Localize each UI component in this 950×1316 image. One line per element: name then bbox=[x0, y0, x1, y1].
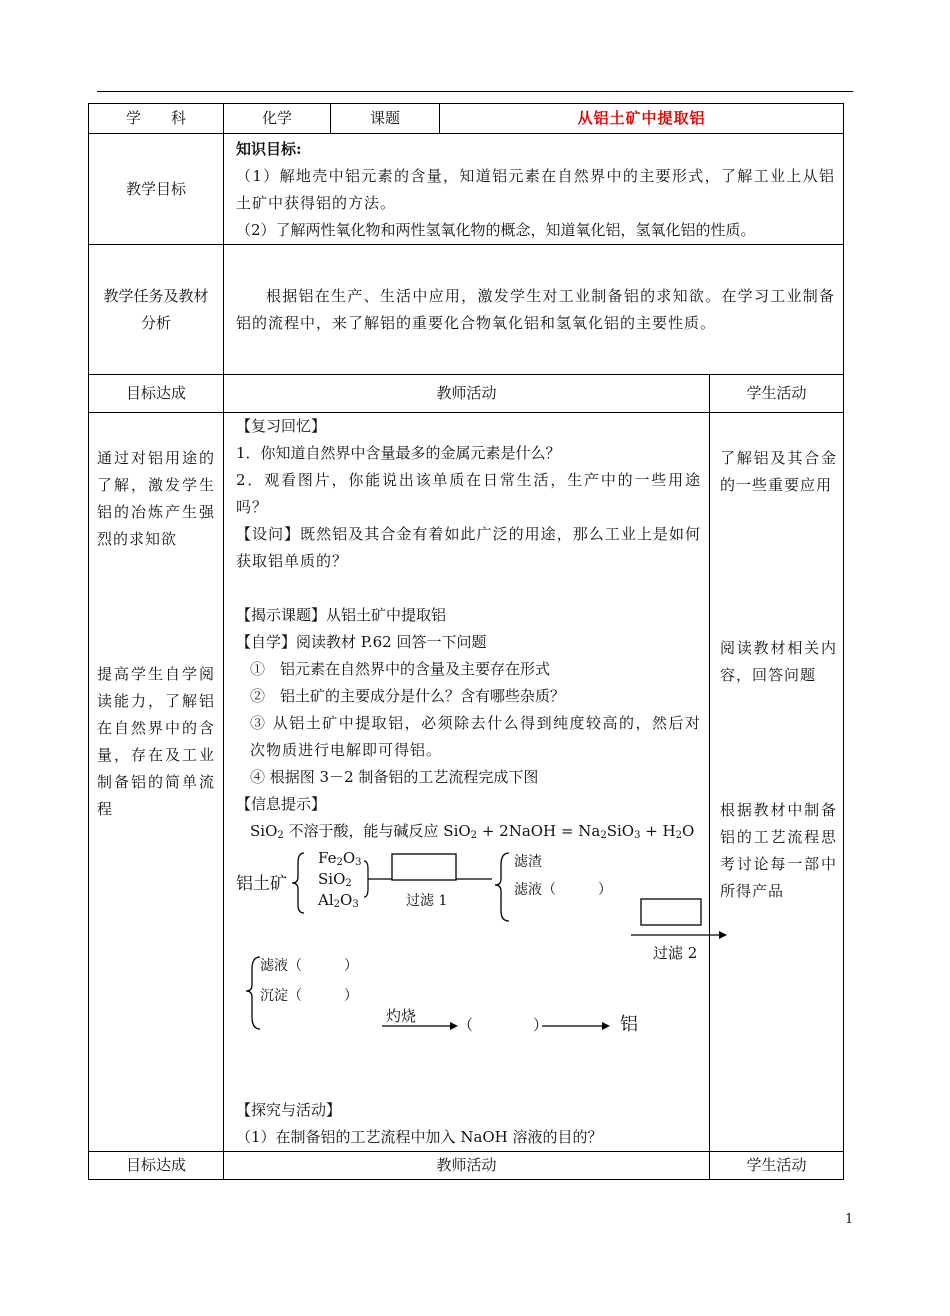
filtrate-label: 滤液（ ） bbox=[514, 882, 612, 898]
explore-question-1: （1）在制备铝的工艺流程中加入 NaOH 溶液的目的？ bbox=[236, 1128, 603, 1146]
filter2-label: 过滤 2 bbox=[653, 944, 698, 962]
header-rule bbox=[97, 91, 853, 92]
footer-teacher: 教师活动 bbox=[224, 1152, 710, 1180]
set-question: 【设问】既然铝及其合金有着如此广泛的用途，那么工业上是如何获取铝单质的？ bbox=[236, 525, 701, 570]
study-item-1: ① 铝元素在自然界中的含量及主要存在形式 bbox=[250, 660, 551, 678]
footer-row bbox=[89, 1152, 844, 1180]
student-activity-3: 根据教材中制备铝的工艺流程思考讨论每一部中所得产品 bbox=[720, 801, 838, 900]
goal-text-1: 通过对铝用途的了解，激发学生铝的冶炼产生强烈的求知欲 bbox=[97, 449, 215, 548]
aluminum-label: 铝 bbox=[620, 1014, 638, 1035]
footer-student: 学生活动 bbox=[710, 1152, 844, 1180]
goal-text-2: 提高学生自学阅读能力，了解铝在自然界中的含量，存在及工业制备铝的简单流程 bbox=[97, 665, 215, 818]
goals-line2: （2）了解两性氧化物和两性氢氧化物的概念，知道氧化铝，氢氧化铝的性质。 bbox=[236, 221, 756, 239]
info-text: SiO2 不溶于酸，能与碱反应 SiO2 + 2NaOH = Na2SiO3 + H2O bbox=[250, 822, 695, 841]
col-student: 学生活动 bbox=[710, 375, 844, 413]
study-item-4: ④ 根据图 3－2 制备铝的工艺流程完成下图 bbox=[250, 768, 539, 786]
study-item-3: ③ 从铝土矿中提取铝，必须除去什么得到纯度较高的，然后对次物质进行电解即可得铝。 bbox=[250, 714, 701, 759]
header-row bbox=[89, 104, 844, 134]
subject-label: 学 科 bbox=[89, 104, 224, 134]
filtrate2-label: 滤液（ ） bbox=[260, 958, 358, 974]
burn-label: 灼烧 bbox=[386, 1007, 417, 1025]
page-number: 1 bbox=[845, 1212, 854, 1227]
goals-label: 教学目标 bbox=[89, 134, 224, 245]
subject-value: 化学 bbox=[224, 104, 331, 134]
student-activity-2: 阅读教材相关内容，回答问题 bbox=[720, 639, 838, 684]
fe2o3-label: Fe2O3 bbox=[318, 849, 362, 868]
precipitate-label: 沉淀（ ） bbox=[260, 988, 358, 1004]
reveal-topic: 【揭示课题】从铝土矿中提取铝 bbox=[236, 606, 447, 624]
process-flow-diagram bbox=[236, 849, 701, 1097]
goals-line1: （1）解地壳中铝元素的含量，知道铝元素在自然界中的主要形式，了解工业上从铝土矿中获得铝的方法。 bbox=[236, 167, 836, 212]
col-teacher: 教师活动 bbox=[224, 375, 710, 413]
topic-label: 课题 bbox=[331, 104, 440, 134]
student-activity-1: 了解铝及其合金的一些重要应用 bbox=[720, 449, 838, 494]
lesson-plan-table bbox=[88, 103, 844, 1180]
filter1-label: 过滤 1 bbox=[406, 893, 448, 909]
burn-arrow-icon bbox=[382, 1017, 462, 1035]
review-heading: 【复习回忆】 bbox=[236, 417, 327, 435]
al2o3-label: Al2O3 bbox=[318, 891, 359, 910]
ore-label: 铝土矿 bbox=[236, 874, 287, 894]
filter2-diagram bbox=[631, 893, 729, 943]
goals-heading: 知识目标: bbox=[236, 140, 302, 158]
goals-row bbox=[89, 134, 844, 245]
question-1: 1．你知道自然界中含量最多的金属元素是什么？ bbox=[236, 444, 561, 462]
study-item-2: ② 铝土矿的主要成分是什么？含有哪些杂质？ bbox=[250, 687, 566, 705]
tasks-text: 根据铝在生产、生活中应用，激发学生对工业制备铝的求知欲。在学习工业制备铝的流程中，来了解铝的重要化合物氧化铝和氢氧化铝的主要性质。 bbox=[236, 286, 836, 332]
residue-label: 滤渣 bbox=[514, 854, 542, 870]
body-row bbox=[89, 413, 844, 1152]
filter1-output-brace-icon bbox=[491, 851, 515, 923]
col-goal: 目标达成 bbox=[89, 375, 224, 413]
question-2: 2．观看图片，你能说出该单质在日常生活，生产中的一些用途吗？ bbox=[236, 471, 701, 516]
electrolysis-arrow-icon bbox=[542, 1017, 614, 1035]
footer-goal: 目标达成 bbox=[89, 1152, 224, 1180]
info-heading: 【信息提示】 bbox=[236, 795, 327, 813]
explore-heading: 【探究与活动】 bbox=[236, 1101, 342, 1119]
columns-row bbox=[89, 375, 844, 413]
tasks-row bbox=[89, 245, 844, 375]
topic-title: 从铝土矿中提取铝 bbox=[440, 104, 844, 134]
product-blank: （ ） bbox=[458, 1016, 549, 1034]
self-study: 【自学】阅读教材 P.62 回答一下问题 bbox=[236, 633, 487, 651]
tasks-label: 教学任务及教材分析 bbox=[89, 245, 224, 375]
sio2-label: SiO2 bbox=[318, 870, 352, 889]
